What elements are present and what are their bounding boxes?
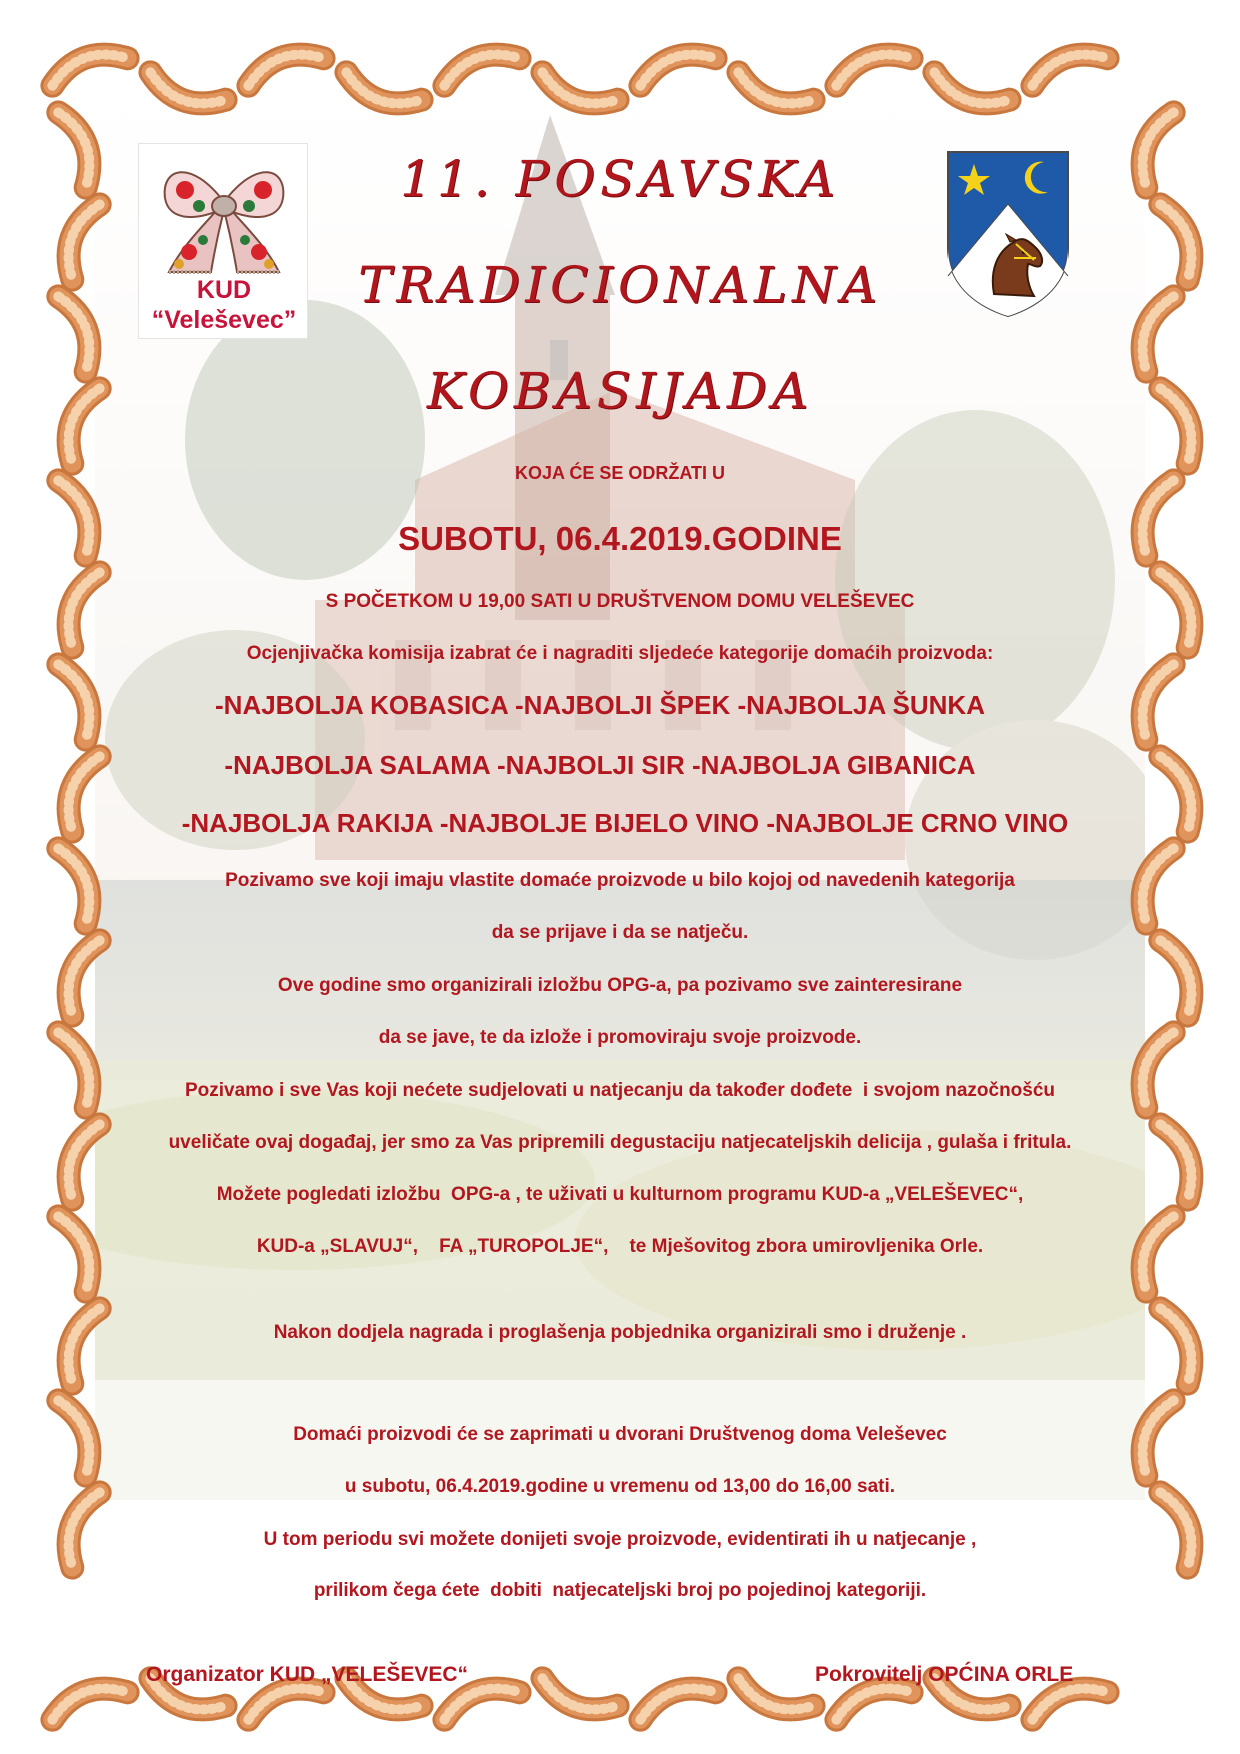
commission-text: Ocjenjivačka komisija izabrat će i nagraditi sljedeće kategorije domaćih proizvoda: bbox=[246, 643, 994, 664]
intro-text: KOJA ĆE SE ODRŽATI U bbox=[514, 463, 725, 483]
sausage-link bbox=[733, 72, 813, 113]
paragraph-line: Ove godine smo organizirali izložbu OPG-a, pa pozivamo sve zainteresirane bbox=[277, 975, 963, 996]
sausage-link bbox=[635, 44, 715, 85]
sausage-link bbox=[47, 1678, 127, 1719]
category-line: -NAJBOLJA RAKIJA -NAJBOLJE BIJELO VINO -NAJBOLJE CRNO VINO bbox=[181, 808, 1069, 838]
paragraph-line: KUD-a „SLAVUJ“, FA „TUROPOLJE“, te Mješovitog zbora umirovljenika Orle. bbox=[256, 1236, 984, 1257]
sausage-link bbox=[537, 72, 617, 113]
category-line: -NAJBOLJA SALAMA -NAJBOLJI SIR -NAJBOLJA GIBANICA bbox=[224, 750, 976, 780]
paragraph-line: U tom periodu svi možete donijeti svoje proizvode, evidentirati ih u natjecanje , bbox=[263, 1529, 977, 1550]
paragraph-line: uveličate ovaj događaj, jer smo za Vas pripremili degustaciju natjecateljskih delicija , gulaša i fritula. bbox=[168, 1132, 1072, 1153]
sausage-link bbox=[439, 44, 519, 85]
paragraph-line: prilikom čega ćete dobiti natjecateljski broj po pojedinoj kategoriji. bbox=[313, 1580, 927, 1601]
sausage-link bbox=[58, 1487, 99, 1567]
start-info: S POČETKOM U 19,00 SATI U DRUŠTVENOM DOMU VELEŠEVEC bbox=[325, 591, 915, 612]
footer-sponsor: Pokrovitelj OPĆINA ORLE bbox=[815, 1663, 1074, 1686]
sausage-link bbox=[1160, 1487, 1201, 1567]
paragraph-line: u subotu, 06.4.2019.godine u vremenu od 13,00 do 16,00 sati. bbox=[344, 1476, 896, 1497]
sausage-link bbox=[831, 44, 911, 85]
sausage-link bbox=[635, 1678, 715, 1719]
paragraph-line: da se prijave i da se natječu. bbox=[491, 922, 749, 943]
sausage-link bbox=[733, 1678, 813, 1719]
paragraph-line: Možete pogledati izložbu OPG-a , te uživati u kulturnom programu KUD-a „VELEŠEVEC“, bbox=[216, 1184, 1024, 1205]
sausage-link bbox=[929, 72, 1009, 113]
footer-organizer: Organizator KUD „VELEŠEVEC“ bbox=[146, 1663, 469, 1686]
paragraph-line: Nakon dodjela nagrada i proglašenja pobjednika organizirali smo i druženje . bbox=[273, 1322, 967, 1343]
kud-logo-text-line2: “Veleševec” bbox=[151, 306, 297, 334]
sausage-link bbox=[145, 72, 225, 113]
category-line: -NAJBOLJA KOBASICA -NAJBOLJI ŠPEK -NAJBOLJA ŠUNKA bbox=[215, 690, 985, 720]
paragraph-line: Domaći proizvodi će se zaprimati u dvorani Društvenog doma Veleševec bbox=[293, 1424, 947, 1445]
date-headline: SUBOTU, 06.4.2019.GODINE bbox=[398, 520, 842, 557]
sausage-link bbox=[1027, 44, 1107, 85]
poster-title-line2: TRADICIONALNA bbox=[358, 256, 882, 314]
sausage-link bbox=[47, 44, 127, 85]
kud-logo-text-line1: KUD bbox=[196, 276, 252, 304]
paragraph-line: Pozivamo i sve Vas koji nećete sudjelovati u natjecanju da također dođete i svojom nazočnošću bbox=[184, 1080, 1056, 1101]
paragraph-line: da se jave, te da izlože i promoviraju svoje proizvode. bbox=[378, 1027, 862, 1048]
poster-title-line3: KOBASIJADA bbox=[426, 362, 814, 420]
sausage-link bbox=[537, 1678, 617, 1719]
poster-title-line1: 11. POSAVSKA bbox=[400, 150, 840, 208]
paragraph-line: Pozivamo sve koji imaju vlastite domaće proizvode u bilo kojoj od navedenih kategorija bbox=[225, 870, 1015, 891]
sausage-link bbox=[243, 44, 323, 85]
sausage-link bbox=[341, 72, 421, 113]
